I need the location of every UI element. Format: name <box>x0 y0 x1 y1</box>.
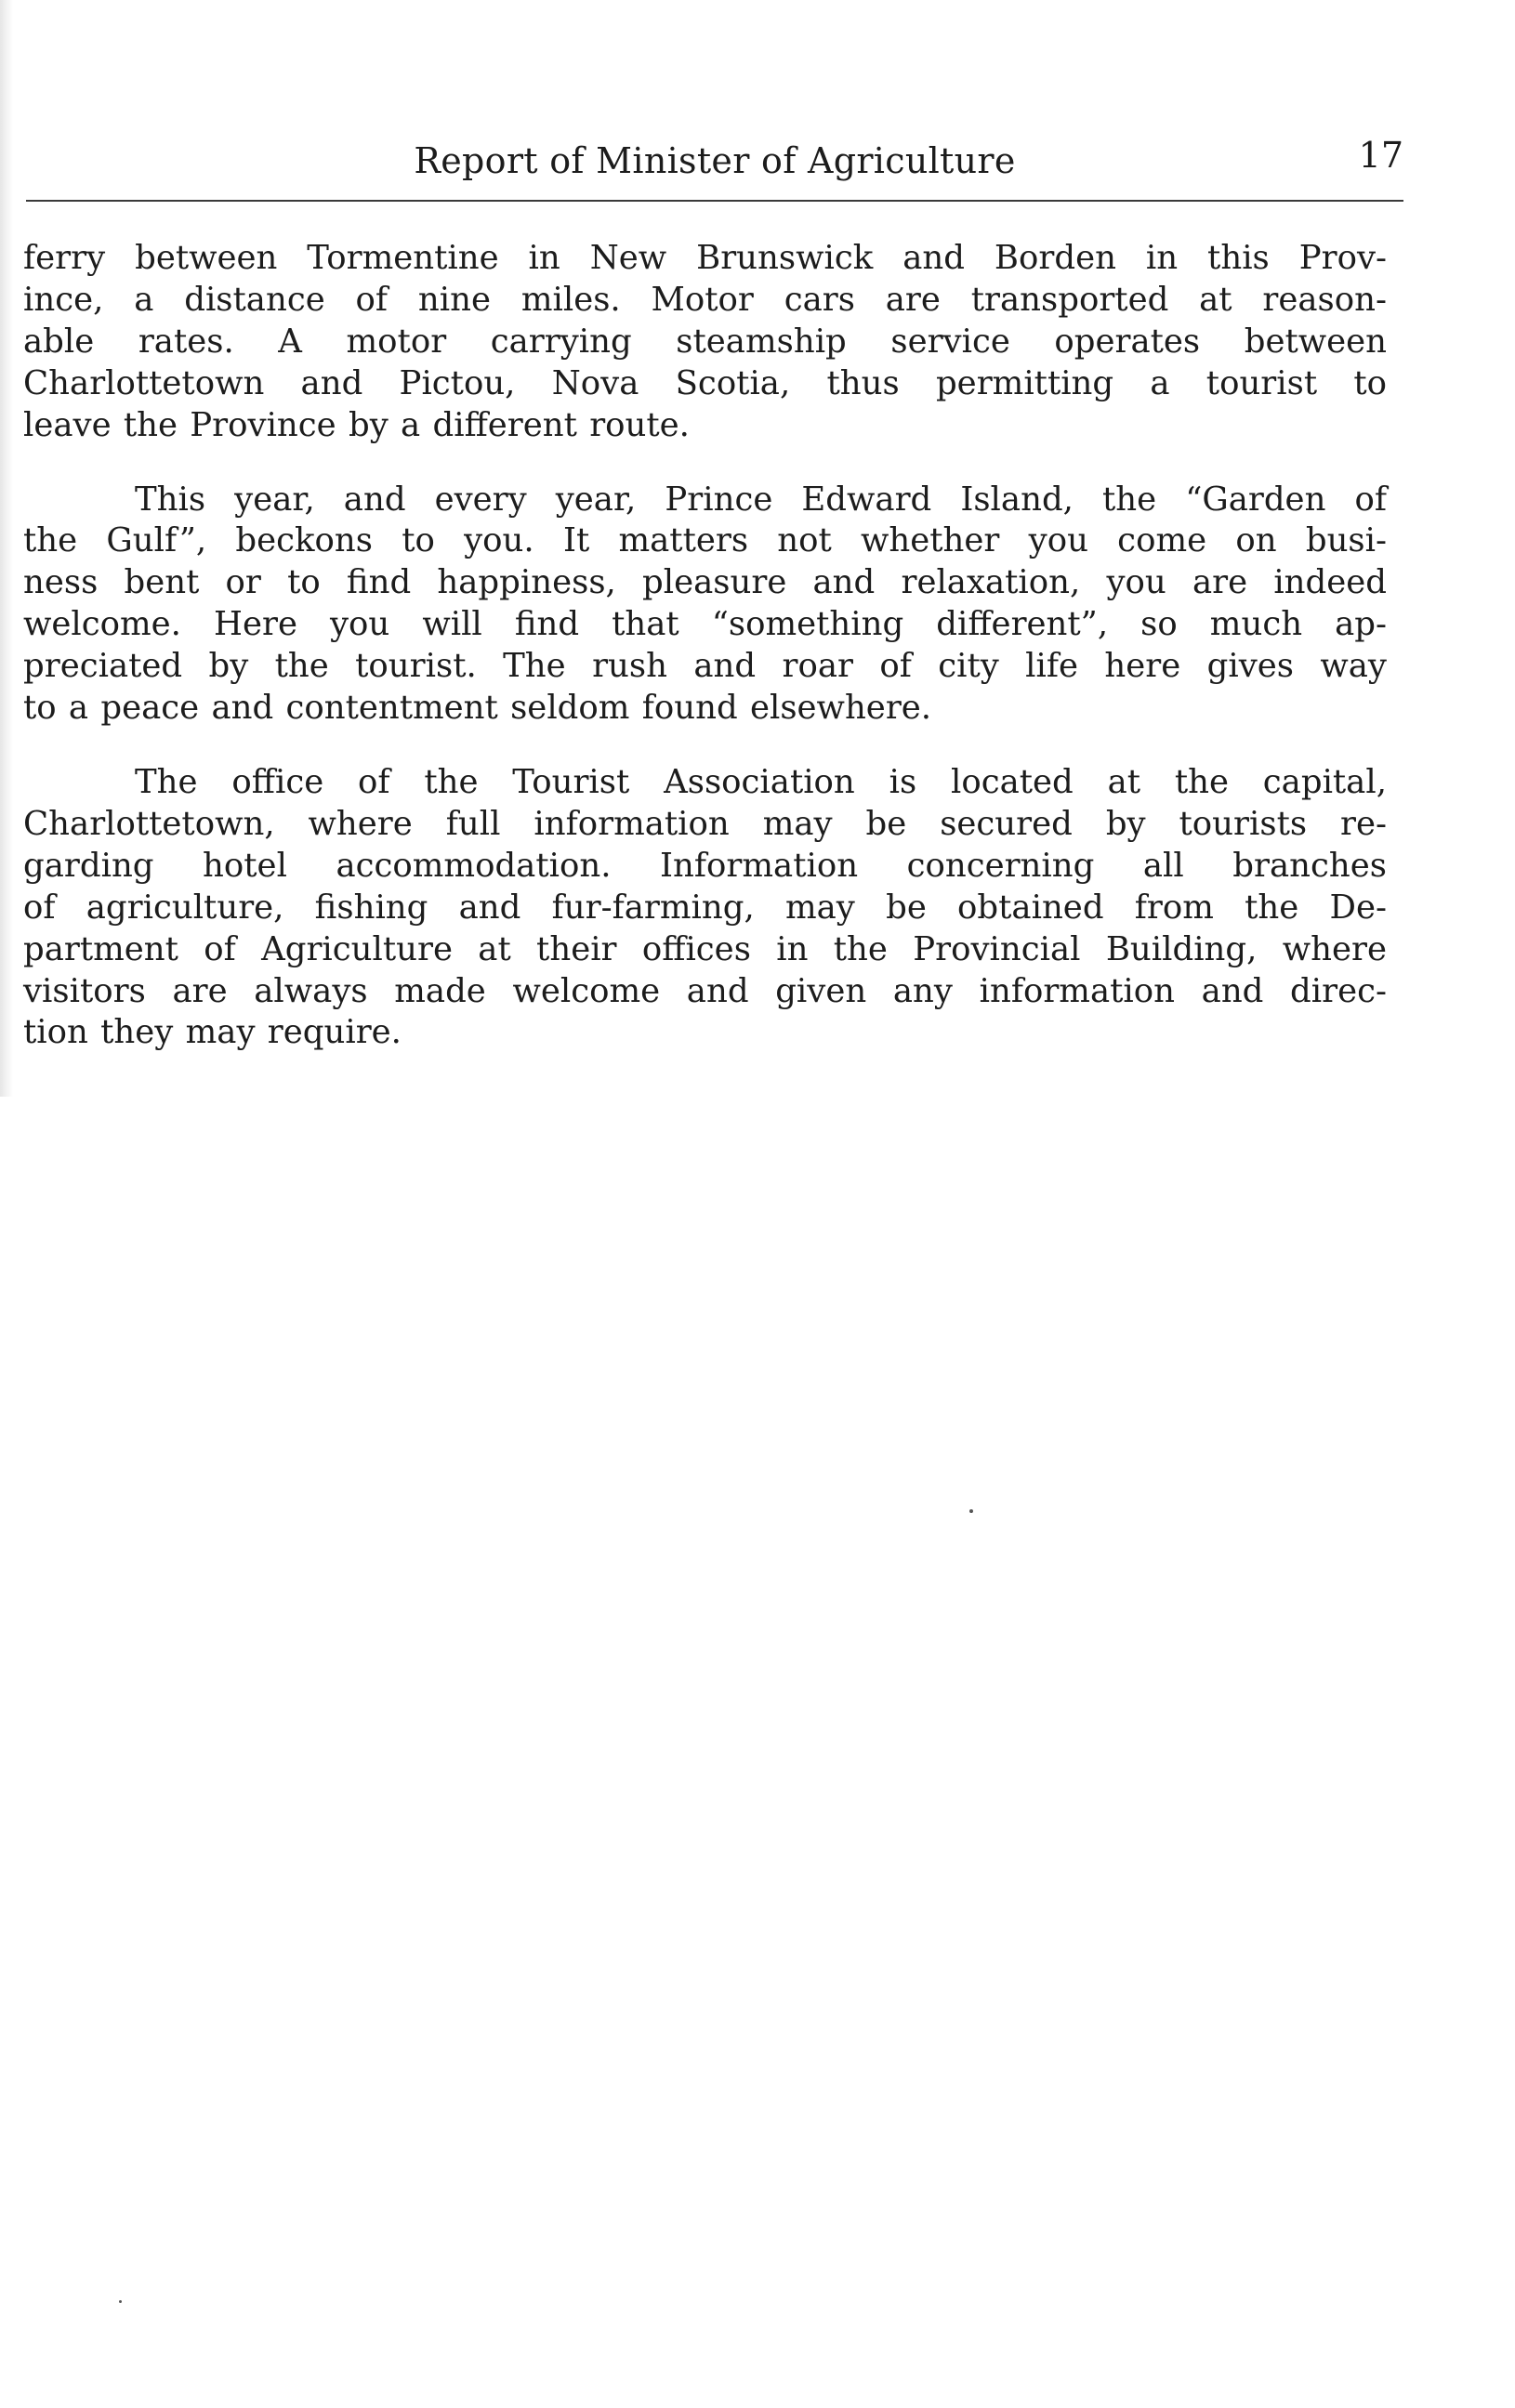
header-rule <box>26 200 1403 202</box>
text-line: preciated by the tourist. The rush and roar of city life here gives way <box>23 647 1387 686</box>
text-line: to a peace and contentment seldom found elsewhere. <box>23 689 932 728</box>
text-line: The office of the Tourist Association is located at the capital, <box>135 762 1387 801</box>
running-title: Report of Minister of Agriculture <box>414 140 1016 181</box>
text-line: ince, a distance of nine miles. Motor cars are transported at reason- <box>23 280 1387 319</box>
text-line: ferry between Tormentine in New Brunswick and Borden in this Prov- <box>23 239 1387 277</box>
text-line: Charlottetown and Pictou, Nova Scotia, thus permitting a tourist to <box>23 363 1387 402</box>
paper-speck <box>969 1509 973 1513</box>
page-edge-shadow <box>0 0 13 1097</box>
paper-speck <box>119 2300 122 2303</box>
running-header <box>26 135 1403 193</box>
text-line: ness bent or to find happiness, pleasure and relaxation, you are indeed <box>23 563 1387 602</box>
text-line: tion they may require. <box>23 1013 402 1052</box>
body-text <box>23 238 1387 1086</box>
paragraph-ferry <box>23 238 1387 447</box>
text-line: visitors are always made welcome and given any information and direc- <box>23 971 1387 1010</box>
paragraph-tourist-association <box>23 762 1387 1054</box>
text-line: welcome. Here you will find that “something different”, so much ap- <box>23 605 1387 644</box>
page-number: 17 <box>1358 135 1403 176</box>
paragraph-garden-of-the-gulf <box>23 480 1387 730</box>
text-line: This year, and every year, Prince Edward Island, the “Garden of <box>135 480 1387 519</box>
text-line: garding hotel accommodation. Information concerning all branches <box>23 846 1387 885</box>
text-line: of agriculture, fishing and fur-farming, may be obtained from the De- <box>23 888 1387 927</box>
text-line: leave the Province by a different route. <box>23 405 690 444</box>
text-line: able rates. A motor carrying steamship service operates between <box>23 322 1387 361</box>
text-line: Charlottetown, where full information may be secured by tourists re- <box>23 804 1387 843</box>
text-line: partment of Agriculture at their offices in the Provincial Building, where <box>23 929 1387 968</box>
text-line: the Gulf”, beckons to you. It matters not whether you come on busi- <box>23 521 1387 560</box>
